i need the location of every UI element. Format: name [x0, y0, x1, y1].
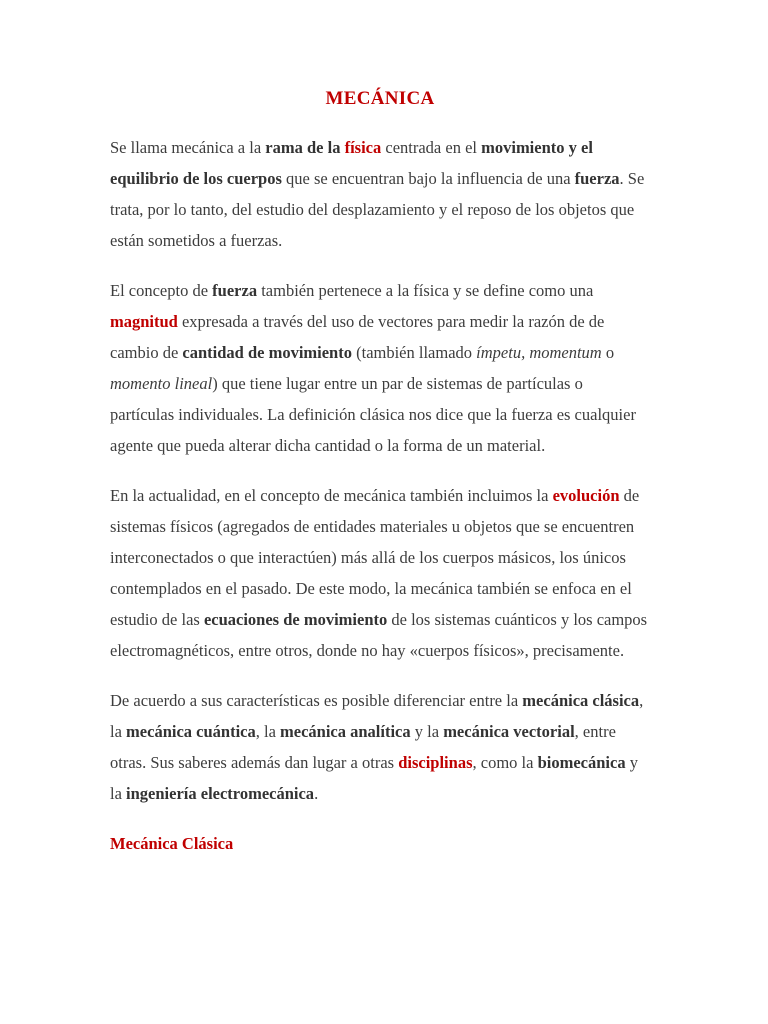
- document-page: [110, 88, 650, 859]
- bold-term: movimiento y el equilibrio de los cuerpos: [110, 138, 593, 188]
- bold-term: mecánica vectorial: [443, 722, 575, 741]
- bold-term: ecuaciones de movimiento: [203, 610, 388, 629]
- text-span: de sistemas físicos (agregados de entidades materiales u objetos que se encuentren interconectados o que interactúen) más allá de los cuerpos másicos, los únicos contemplados en el pasado. De este modo, la mecánica también se enfoca en el estudio de las: [110, 486, 640, 629]
- text-span: El concepto de: [110, 281, 213, 300]
- text-span: de los sistemas cuánticos y los campos electromagnéticos, entre otros, donde no hay «cuerpos físicos», precisamente.: [110, 610, 648, 660]
- paragraph-1: [110, 132, 650, 256]
- section-heading-mecanica-clasica[interactable]: Mecánica Clásica: [110, 834, 234, 853]
- text-span: que se encuentran bajo la influencia de una: [281, 169, 575, 188]
- text-span: , como la: [472, 753, 538, 772]
- bold-term: mecánica cuántica: [126, 722, 256, 741]
- text-span: . Se trata, por lo tanto, del estudio del desplazamiento y el reposo de los objetos que están sometidos a fuerzas.: [110, 169, 645, 250]
- bold-term: mecánica analítica: [280, 722, 411, 741]
- text-span: y la: [410, 722, 444, 741]
- paragraph-4: [110, 685, 650, 809]
- text-span: , entre otras. Sus saberes además dan lugar a otras: [110, 722, 616, 772]
- bold-term: biomecánica: [537, 753, 626, 772]
- bold-term: ingeniería electromecánica: [126, 784, 315, 803]
- text-span: o: [601, 343, 615, 362]
- bold-term: fuerza: [212, 281, 258, 300]
- paragraph-2: [110, 275, 650, 461]
- text-span: ) que tiene lugar entre un par de sistemas de partículas o partículas individuales. La definición clásica nos dice que la fuerza es cualquier agente que pueda alterar dicha cantidad o la forma de un material.: [110, 374, 636, 455]
- italic-term: momento lineal: [110, 374, 213, 393]
- text-span: también pertenece a la física y se define como una: [257, 281, 594, 300]
- text-span: , la: [110, 691, 644, 741]
- text-span: , la: [255, 722, 281, 741]
- bold-term: cantidad de movimiento: [182, 343, 352, 362]
- italic-term: ímpetu, momentum: [476, 343, 602, 362]
- text-span: .: [314, 784, 319, 803]
- link-fisica[interactable]: física: [344, 138, 382, 157]
- link-evolucion[interactable]: evolución: [552, 486, 620, 505]
- bold-term: fuerza: [574, 169, 620, 188]
- page-title: MECÁNICA: [325, 88, 435, 109]
- text-span: Se llama mecánica a la: [110, 138, 266, 157]
- text-span: (también llamado: [351, 343, 477, 362]
- paragraph-3: [110, 480, 650, 666]
- bold-term: rama de la: [265, 138, 345, 157]
- text-span: En la actualidad, en el concepto de mecánica también incluimos la: [110, 486, 553, 505]
- text-span: y la: [110, 753, 638, 803]
- link-disciplinas[interactable]: disciplinas: [398, 753, 473, 772]
- link-magnitud[interactable]: magnitud: [110, 312, 178, 331]
- text-span: De acuerdo a sus características es posible diferenciar entre la: [110, 691, 523, 710]
- text-span: centrada en el: [381, 138, 482, 157]
- text-span: expresada a través del uso de vectores para medir la razón de de cambio de: [110, 312, 605, 362]
- bold-term: mecánica clásica: [522, 691, 640, 710]
